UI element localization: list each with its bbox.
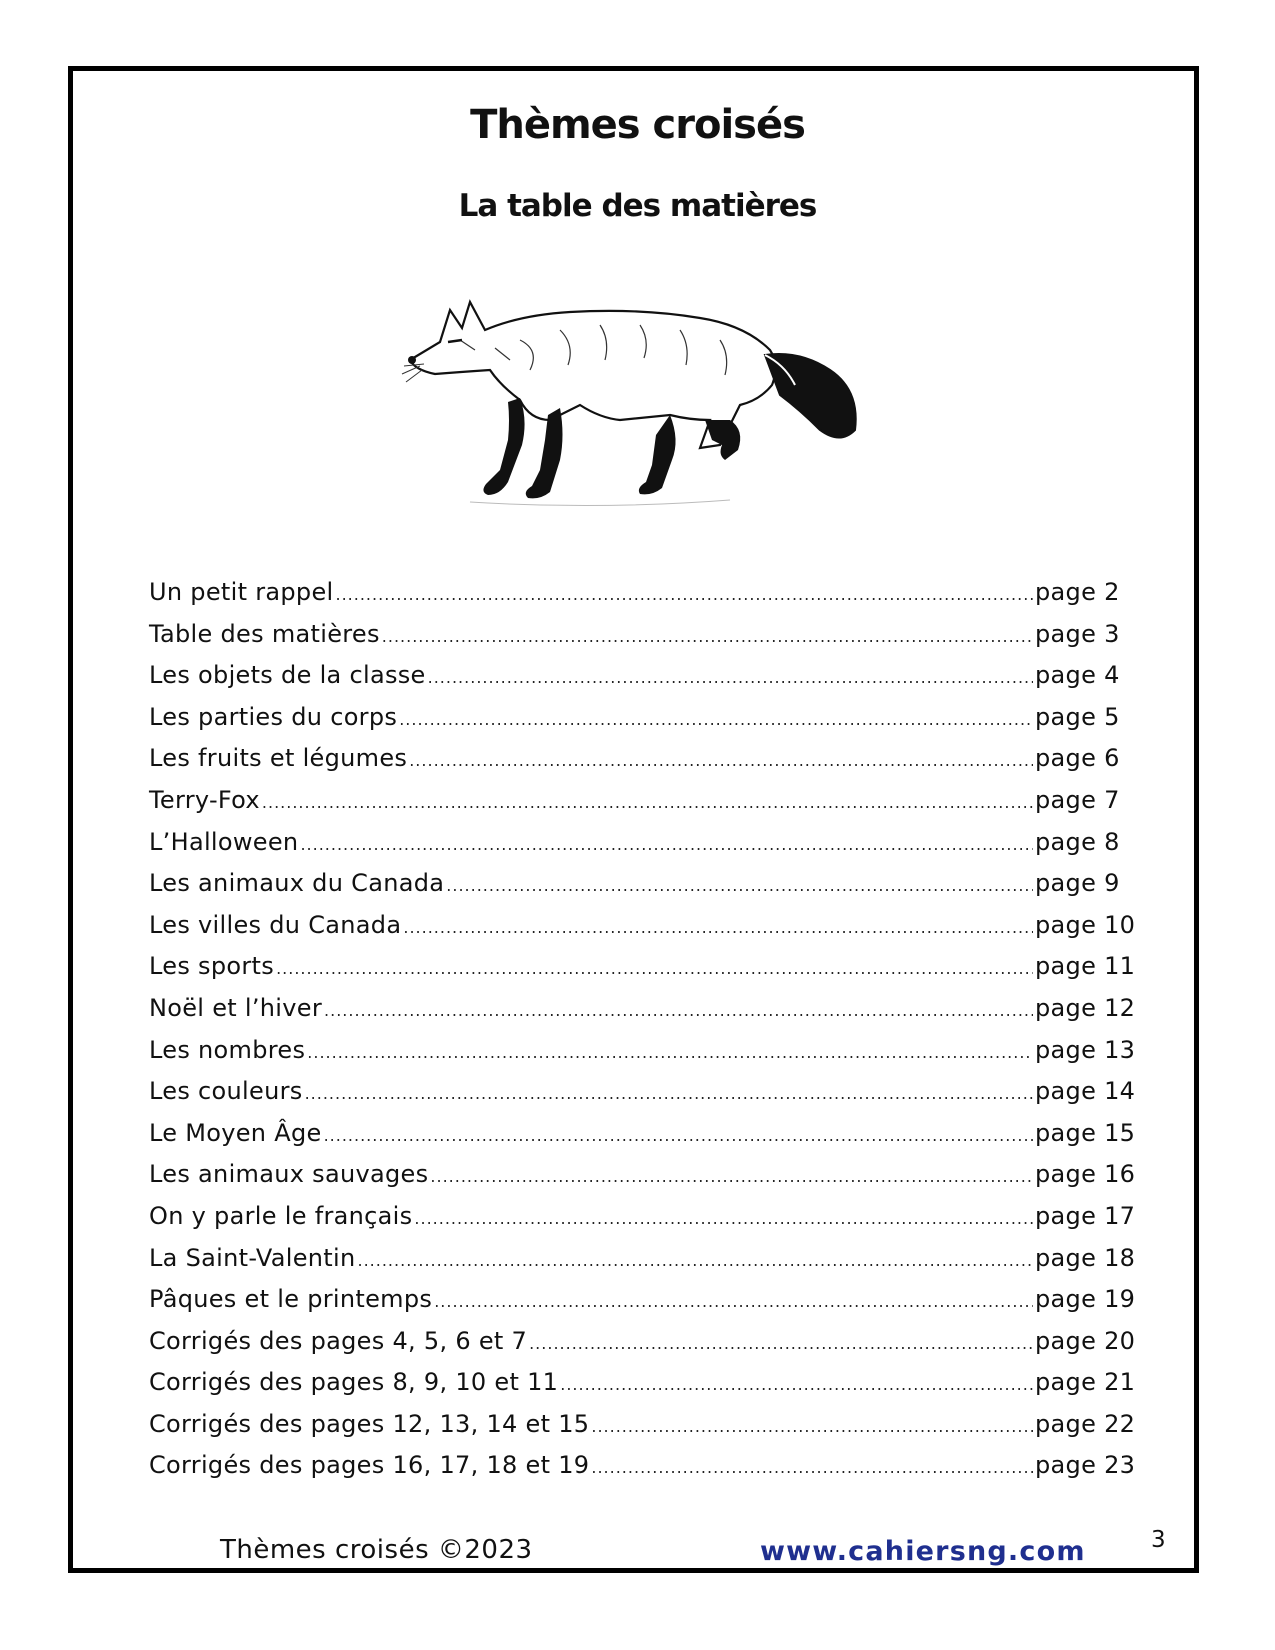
leader-dots	[276, 959, 1033, 978]
toc-entry-page: page 15	[1035, 1118, 1136, 1147]
toc-entry-label: Les villes du Canada	[149, 910, 402, 939]
toc-entry-label: On y parle le français	[149, 1201, 413, 1230]
toc-entry	[149, 1118, 1136, 1161]
toc-entry-page: page 16	[1035, 1160, 1136, 1189]
toc-entry	[149, 993, 1136, 1036]
toc-entry-label: Table des matières	[149, 619, 380, 648]
toc-entry-label: Les sports	[149, 952, 275, 981]
fox-illustration	[400, 270, 880, 530]
page-title: Thèmes croisés	[470, 102, 805, 148]
website-link[interactable]: www.cahiersng.com	[760, 1536, 1086, 1567]
toc-entry-label: Noël et l’hiver	[149, 993, 323, 1022]
toc-entry-label: Le Moyen Âge	[149, 1118, 322, 1147]
toc-entry-page: page 23	[1035, 1451, 1136, 1480]
toc-entry	[149, 1451, 1136, 1493]
toc-entry	[149, 744, 1129, 786]
toc-entry-page: page 21	[1035, 1368, 1136, 1397]
toc-entry-page: page 22	[1035, 1409, 1136, 1438]
page-subtitle: La table des matières	[458, 188, 817, 224]
toc-entry-label: Les fruits et légumes	[149, 744, 408, 773]
leader-dots	[414, 1209, 1033, 1228]
toc-entry-label: Corrigés des pages 12, 13, 14 et 15	[149, 1409, 590, 1438]
toc-entry-label: Terry-Fox	[149, 785, 260, 814]
toc-entry-page: page 13	[1035, 1035, 1136, 1064]
toc-entry-label: Les couleurs	[149, 1077, 303, 1106]
toc-entry-label: L’Halloween	[149, 827, 299, 856]
leader-dots	[403, 918, 1033, 937]
toc-entry	[149, 1201, 1136, 1244]
toc-entry-page: page 6	[1035, 744, 1120, 773]
leader-dots	[305, 1084, 1033, 1103]
toc-entry-page: page 9	[1035, 869, 1120, 898]
toc-entry-label: La Saint-Valentin	[149, 1243, 356, 1272]
toc-entry-label: Corrigés des pages 4, 5, 6 et 7	[149, 1326, 528, 1355]
toc-entry-page: page 14	[1035, 1077, 1136, 1106]
toc-entry	[149, 1035, 1136, 1078]
toc-entry	[149, 1077, 1136, 1119]
leader-dots	[529, 1334, 1033, 1353]
toc-entry-page: page 3	[1035, 619, 1120, 648]
toc-entry	[149, 1285, 1136, 1327]
toc-entry	[149, 1368, 1136, 1410]
leader-dots	[336, 585, 1034, 604]
leader-dots	[262, 793, 1033, 812]
leader-dots	[382, 627, 1033, 646]
leader-dots	[399, 710, 1033, 729]
toc-entry	[149, 786, 1129, 828]
toc-entry-page: page 17	[1035, 1201, 1136, 1230]
leader-dots	[307, 1043, 1033, 1062]
leader-dots	[358, 1251, 1034, 1270]
toc-entry-page: page 10	[1035, 910, 1136, 939]
toc-entry-page: page 4	[1035, 661, 1120, 690]
toc-entry-page: page 11	[1035, 952, 1136, 981]
toc-entry	[149, 828, 1129, 870]
leader-dots	[300, 835, 1033, 854]
leader-dots	[409, 751, 1033, 770]
leader-dots	[591, 1458, 1033, 1477]
leader-dots	[430, 1167, 1033, 1186]
toc-entry	[149, 578, 1129, 620]
toc-entry-label: Les parties du corps	[149, 702, 398, 731]
toc-entry-page: page 12	[1035, 993, 1136, 1022]
toc-entry-page: page 2	[1035, 578, 1120, 606]
toc-entry	[149, 869, 1129, 911]
toc-entry-label: Un petit rappel	[149, 578, 334, 606]
leader-dots	[428, 668, 1033, 687]
toc-entry-page: page 7	[1035, 785, 1120, 814]
leader-dots	[560, 1375, 1033, 1394]
leader-dots	[434, 1292, 1033, 1311]
toc-entry-label: Les objets de la classe	[149, 661, 426, 690]
footer-copyright: Thèmes croisés ©2023	[220, 1535, 533, 1565]
toc-entry-label: Les animaux du Canada	[149, 869, 445, 898]
toc-entry-page: page 19	[1035, 1285, 1136, 1314]
toc-entry	[149, 661, 1129, 703]
toc-entry-label: Les animaux sauvages	[149, 1160, 429, 1189]
leader-dots	[324, 1001, 1033, 1020]
toc-entry-label: Les nombres	[149, 1035, 306, 1064]
toc-entry	[149, 1326, 1136, 1369]
toc-entry	[149, 1160, 1136, 1202]
toc-entry	[149, 1409, 1136, 1452]
leader-dots	[446, 876, 1033, 895]
toc-entry-label: Corrigés des pages 8, 9, 10 et 11	[149, 1368, 559, 1397]
leader-dots	[591, 1417, 1033, 1436]
toc-entry-label: Pâques et le printemps	[149, 1285, 433, 1314]
toc-entry-page: page 18	[1035, 1243, 1136, 1272]
toc-entry	[149, 910, 1136, 953]
toc-entry-page: page 20	[1035, 1326, 1136, 1355]
leader-dots	[324, 1126, 1033, 1145]
toc-entry	[149, 952, 1136, 994]
toc-entry-label: Corrigés des pages 16, 17, 18 et 19	[149, 1451, 590, 1480]
toc-entry-page: page 8	[1035, 827, 1120, 856]
toc-entry	[149, 1243, 1136, 1286]
toc-entry	[149, 620, 1129, 662]
toc-entry	[149, 703, 1129, 745]
page-number: 3	[1151, 1527, 1166, 1553]
table-of-contents	[149, 578, 1136, 1493]
toc-entry-page: page 5	[1035, 702, 1120, 731]
